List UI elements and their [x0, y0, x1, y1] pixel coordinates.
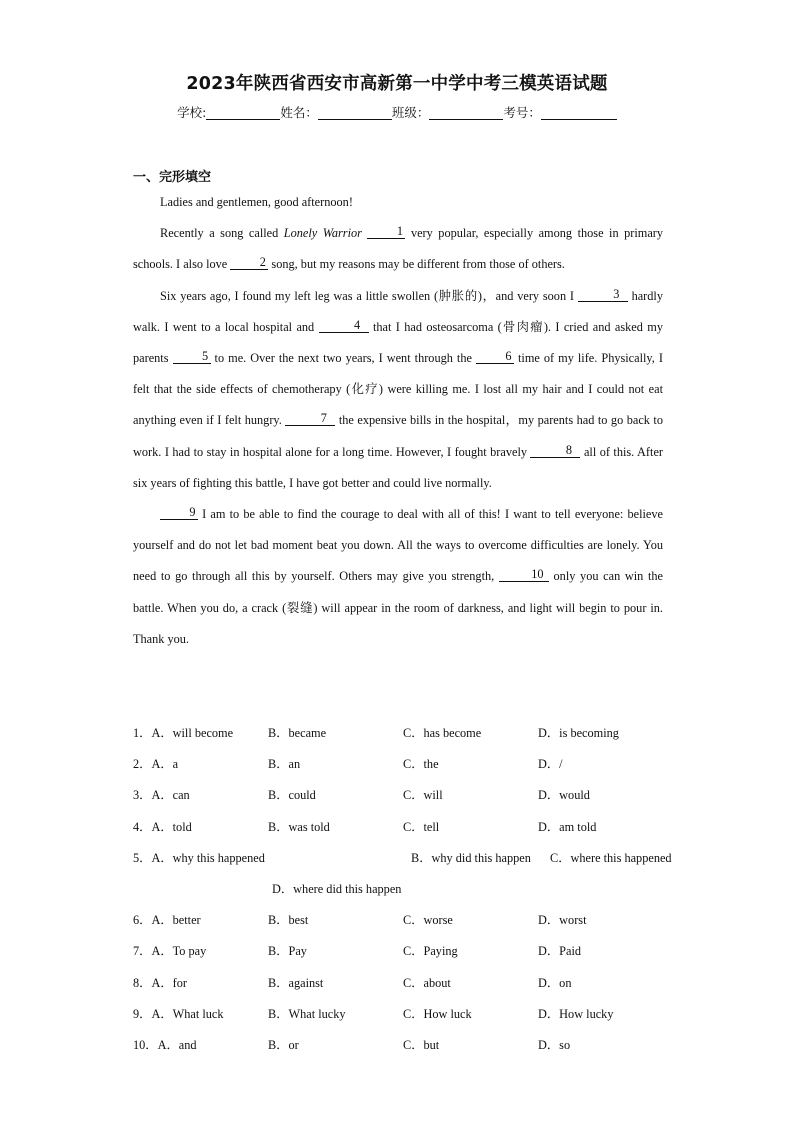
passage-paragraph — [133, 281, 663, 499]
name-label: 姓名： — [280, 105, 318, 120]
question-row — [133, 718, 673, 749]
option-c[interactable]: C．How luck — [403, 1006, 472, 1021]
option-c[interactable]: C．tell — [403, 819, 440, 834]
option-c[interactable]: C．worse — [403, 913, 453, 928]
question-row — [133, 780, 673, 811]
blank-1[interactable]: 1 — [367, 224, 405, 239]
option-a[interactable]: 4．A．told — [133, 819, 192, 834]
exam-title: 2023年陕西省西安市高新第一中学中考三模英语试题 — [186, 74, 608, 94]
passage-text: hardly walk. I went to a local hospital and — [133, 288, 663, 334]
passage-text: Recently a song called — [160, 226, 284, 241]
option-d[interactable]: D．on — [538, 975, 572, 990]
question-row — [133, 968, 673, 999]
question-row — [133, 999, 673, 1030]
passage-text: to me. Over the next two years, I went through the — [210, 351, 476, 366]
option-b[interactable]: B．was told — [268, 819, 330, 834]
passage-text: time of my life. Physically, I felt that the side effects of chemotherapy (化疗) were killing me. I lost all my hair and I could not eat anything even if I felt hungry. — [133, 351, 663, 428]
student-info-line — [0, 103, 794, 121]
option-c[interactable]: C．Paying — [403, 944, 458, 959]
option-a[interactable]: 6．A．better — [133, 913, 201, 928]
passage-text: only you can win the battle. When you do, a crack (裂缝) will appear in the room of darkness, and light will begin to pour in. Thank you. — [133, 569, 664, 646]
option-b[interactable]: B．Pay — [268, 944, 307, 959]
option-a[interactable]: 2．A．a — [133, 757, 179, 772]
question-row — [133, 812, 673, 843]
option-a[interactable]: 7．A．To pay — [133, 944, 207, 959]
question-row — [133, 936, 673, 967]
passage-text: the expensive bills in the hospital，my parents had to go back to work. I had to stay in hospital alone for a long time. However, I fought bravely — [133, 413, 663, 459]
blank-4[interactable]: 4 — [319, 318, 369, 333]
option-d[interactable]: D．would — [538, 788, 590, 803]
option-c[interactable]: C．the — [403, 757, 439, 772]
option-d[interactable]: D．is becoming — [538, 726, 619, 740]
cloze-passage — [133, 187, 663, 655]
option-d[interactable]: D．so — [538, 1037, 571, 1052]
section-title: 一、完形填空 — [133, 170, 212, 185]
option-a[interactable]: 10．A．and — [133, 1037, 197, 1052]
option-b[interactable]: B．could — [268, 788, 316, 803]
exam-number-field[interactable] — [541, 106, 617, 120]
passage-text: I am to be able to find the courage to deal with all of this! I want to tell everyone: believe yourself and do not let bad moment beat you down. All the ways to overcome difficulties are lonely. You need to go through all this by yourself. Others may give you strength, — [133, 507, 663, 584]
question-row — [133, 749, 673, 780]
option-b[interactable]: B．against — [268, 975, 324, 990]
question-row — [133, 843, 673, 874]
passage-text: song, but my reasons may be different from those of others. — [268, 257, 565, 272]
school-field[interactable] — [206, 106, 280, 120]
option-b[interactable]: B．became — [268, 726, 327, 740]
option-a[interactable]: 9．A．What luck — [133, 1006, 224, 1021]
option-d[interactable]: D．worst — [538, 913, 587, 928]
blank-8[interactable]: 8 — [530, 443, 580, 458]
name-field[interactable] — [318, 106, 392, 120]
blank-10[interactable]: 10 — [499, 567, 549, 582]
passage-text: very popular, especially among those in primary schools. I also love — [133, 226, 664, 272]
passage-paragraph — [133, 499, 663, 655]
question-row — [133, 1030, 673, 1061]
option-d[interactable]: D．where did this happen — [272, 881, 402, 896]
blank-7[interactable]: 7 — [285, 411, 335, 426]
blank-9[interactable]: 9 — [160, 505, 198, 520]
blank-2[interactable]: 2 — [230, 255, 268, 270]
passage-greeting: Ladies and gentlemen, good afternoon! — [160, 195, 353, 209]
option-a[interactable]: 5．A．why this happened — [133, 850, 265, 865]
option-c[interactable]: C．has become — [403, 726, 482, 740]
exam-number-label: 考号： — [503, 105, 541, 120]
option-b[interactable]: B．best — [268, 913, 309, 928]
song-title: Lonely Warrior — [283, 226, 362, 241]
passage-text: that I had osteosarcoma (骨肉瘤). I cried and asked my parents — [133, 319, 664, 366]
option-d[interactable]: D．am told — [538, 819, 597, 834]
option-a[interactable]: 3．A．can — [133, 788, 190, 803]
blank-5[interactable]: 5 — [173, 349, 211, 364]
school-label: 学校: — [177, 105, 207, 120]
option-d[interactable]: D．How lucky — [538, 1006, 614, 1021]
option-c[interactable]: C．will — [403, 788, 443, 803]
question-list — [133, 718, 673, 1061]
option-b[interactable]: B．an — [268, 757, 301, 772]
option-b[interactable]: B．or — [268, 1037, 299, 1052]
question-row — [133, 905, 673, 936]
option-d[interactable]: D．Paid — [538, 944, 582, 959]
passage-text: Six years ago, I found my left leg was a little swollen (肿胀的)，and very soon I — [160, 288, 578, 303]
question-row — [133, 874, 673, 905]
option-d[interactable]: D．/ — [538, 757, 563, 772]
option-c[interactable]: C．where this happened — [550, 850, 672, 865]
passage-paragraph — [133, 218, 663, 280]
blank-6[interactable]: 6 — [476, 349, 514, 364]
option-c[interactable]: C．about — [403, 975, 451, 990]
passage-text: all of this. After six years of fighting this battle, I have got better and could live normally. — [133, 444, 663, 490]
class-field[interactable] — [429, 106, 503, 120]
blank-3[interactable]: 3 — [578, 287, 628, 302]
option-a[interactable]: 8．A．for — [133, 975, 187, 990]
option-b[interactable]: B．why did this happen — [411, 850, 531, 865]
option-b[interactable]: B．What lucky — [268, 1006, 346, 1021]
option-a[interactable]: 1．A．will become — [133, 726, 234, 740]
class-label: 班级： — [391, 105, 430, 120]
option-c[interactable]: C．but — [403, 1037, 440, 1052]
